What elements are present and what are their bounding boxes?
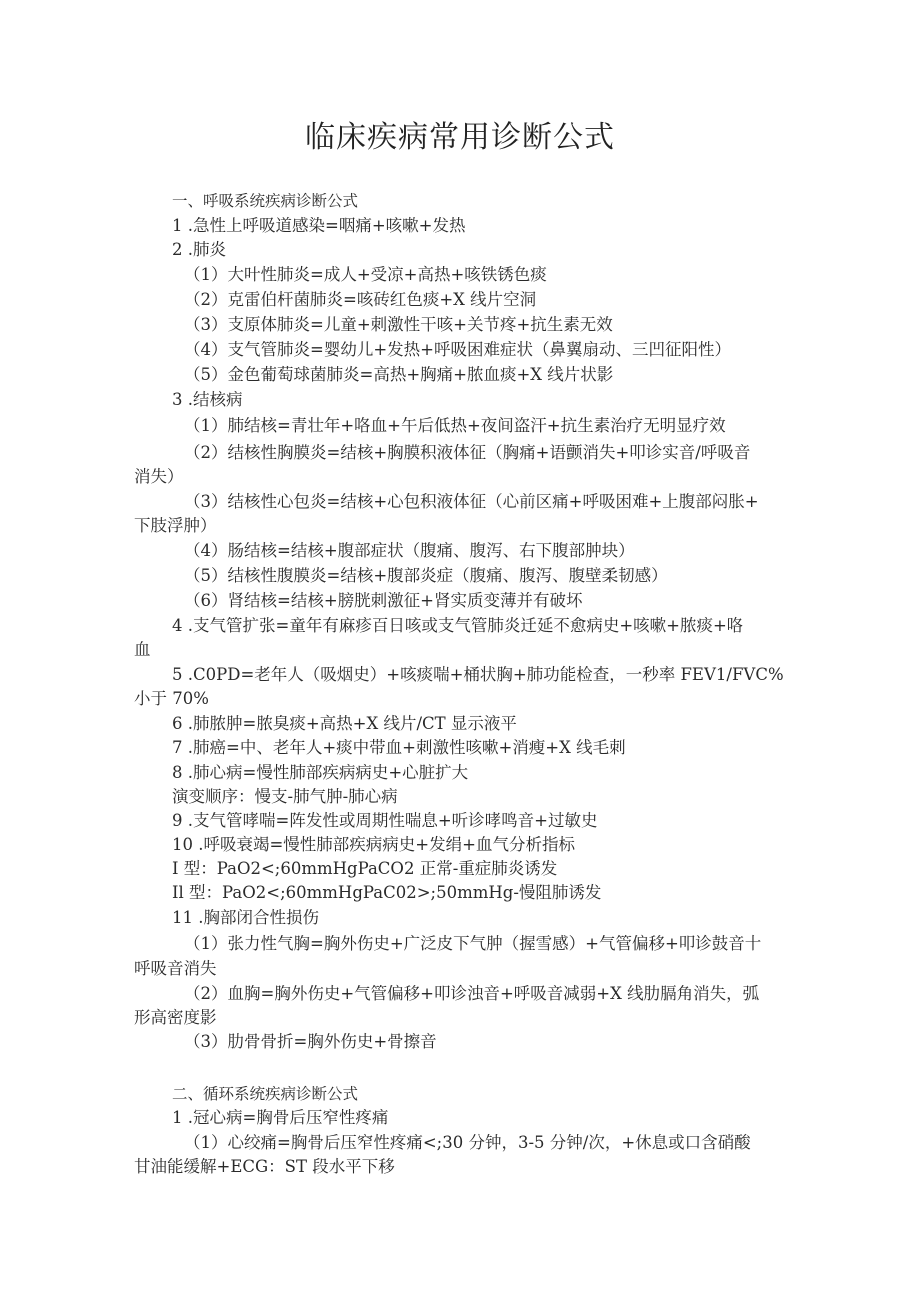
text-line: 小于 70% bbox=[134, 689, 209, 708]
text-line: （1）大叶性肺炎=成人+受凉+高热+咳铁锈色痰 bbox=[184, 265, 547, 284]
text-line: 2 .肺炎 bbox=[172, 240, 226, 259]
text-line: 10 .呼吸衰竭=慢性肺部疾病病史+发绢+血气分析指标 bbox=[172, 835, 575, 854]
text-line: 血 bbox=[134, 640, 151, 659]
text-line: 5 .C0PD=老年人（吸烟史）+咳痰喘+桶状胸+肺功能检查，一秒率 FEV1/FVC% bbox=[172, 665, 784, 684]
text-line: （1）心绞痛=胸骨后压窄性疼痛<;30 分钟，3-5 分钟/次，+休息或口含硝酸 bbox=[184, 1133, 751, 1152]
text-line: 甘油能缓解+ECG：ST 段水平下移 bbox=[134, 1157, 395, 1176]
text-line: 1 .冠心病=胸骨后压窄性疼痛 bbox=[172, 1108, 389, 1127]
document-title: 临床疾病常用诊断公式 bbox=[305, 120, 615, 155]
text-line: （5）金色葡萄球菌肺炎=高热+胸痛+脓血痰+X 线片状影 bbox=[184, 365, 614, 384]
text-line: 消失） bbox=[134, 467, 184, 486]
text-line: （1）肺结核=青壮年+咯血+午后低热+夜间盗汗+抗生素治疗无明显疗效 bbox=[184, 416, 726, 435]
text-line: （4）肠结核=结核+腹部症状（腹痛、腹泻、右下腹部肿块） bbox=[184, 541, 635, 560]
text-line: （2）血胸=胸外伤史+气管偏移+叩诊浊音+呼吸音减弱+X 线肋膈角消失，弧 bbox=[184, 984, 760, 1003]
text-line: 下肢浮肿） bbox=[134, 516, 217, 535]
text-line: Il 型：PaO2<;60mmHgPaC02>;50mmHg-慢阻肺诱发 bbox=[172, 883, 602, 902]
text-line: 演变顺序：慢支-肺气肿-肺心病 bbox=[172, 787, 398, 806]
text-line: （3）结核性心包炎=结核+心包积液体征（心前区痛+呼吸困难+上腹部闷胀+ bbox=[184, 492, 759, 511]
text-line: （4）支气管肺炎=婴幼儿+发热+呼吸困难症状（鼻翼扇动、三凹征阳性） bbox=[184, 340, 731, 359]
text-line: （6）肾结核=结核+膀胱刺激征+肾实质变薄并有破坏 bbox=[184, 591, 583, 610]
text-line: 7 .肺癌=中、老年人+痰中带血+刺激性咳嗽+消瘦+X 线毛刺 bbox=[172, 738, 626, 757]
text-line: 3 .结核病 bbox=[172, 390, 243, 409]
section-heading-respiratory: 一、呼吸系统疾病诊断公式 bbox=[172, 192, 359, 210]
section-heading-circulatory: 二、循环系统疾病诊断公式 bbox=[172, 1085, 359, 1103]
text-line: （2）克雷伯杆菌肺炎=咳砖红色痰+X 线片空洞 bbox=[184, 290, 537, 309]
text-line: （3）支原体肺炎=儿童+刺激性干咳+关节疼+抗生素无效 bbox=[184, 315, 613, 334]
text-line: （2）结核性胸膜炎=结核+胸膜积液体征（胸痛+语颤消失+叩诊实音/呼吸音 bbox=[184, 443, 751, 462]
text-line: 11 .胸部闭合性损伤 bbox=[172, 908, 319, 927]
text-line: 呼吸音消失 bbox=[134, 959, 217, 978]
text-line: I 型：PaO2<;60mmHgPaCO2 正常-重症肺炎诱发 bbox=[172, 859, 558, 878]
text-line: （5）结核性腹膜炎=结核+腹部炎症（腹痛、腹泻、腹壁柔韧感） bbox=[184, 566, 668, 585]
text-line: 4 .支气管扩张=童年有麻疹百日咳或支气管肺炎迁延不愈病史+咳嗽+脓痰+咯 bbox=[172, 616, 744, 635]
text-line: 6 .肺脓肿=脓臭痰+高热+X 线片/CT 显示液平 bbox=[172, 714, 517, 733]
text-line: 形高密度影 bbox=[134, 1008, 217, 1027]
text-line: （3）肋骨骨折=胸外伤史+骨擦音 bbox=[184, 1032, 437, 1051]
text-line: 1 .急性上呼吸道感染=咽痛+咳嗽+发热 bbox=[172, 216, 466, 235]
text-line: 8 .肺心病=慢性肺部疾病病史+心脏扩大 bbox=[172, 763, 469, 782]
text-line: 9 .支气管哮喘=阵发性或周期性喘息+听诊哮鸣音+过敏史 bbox=[172, 811, 598, 830]
text-line: （1）张力性气胸=胸外伤史+广泛皮下气肿（握雪感）+气管偏移+叩诊鼓音十 bbox=[184, 934, 762, 953]
